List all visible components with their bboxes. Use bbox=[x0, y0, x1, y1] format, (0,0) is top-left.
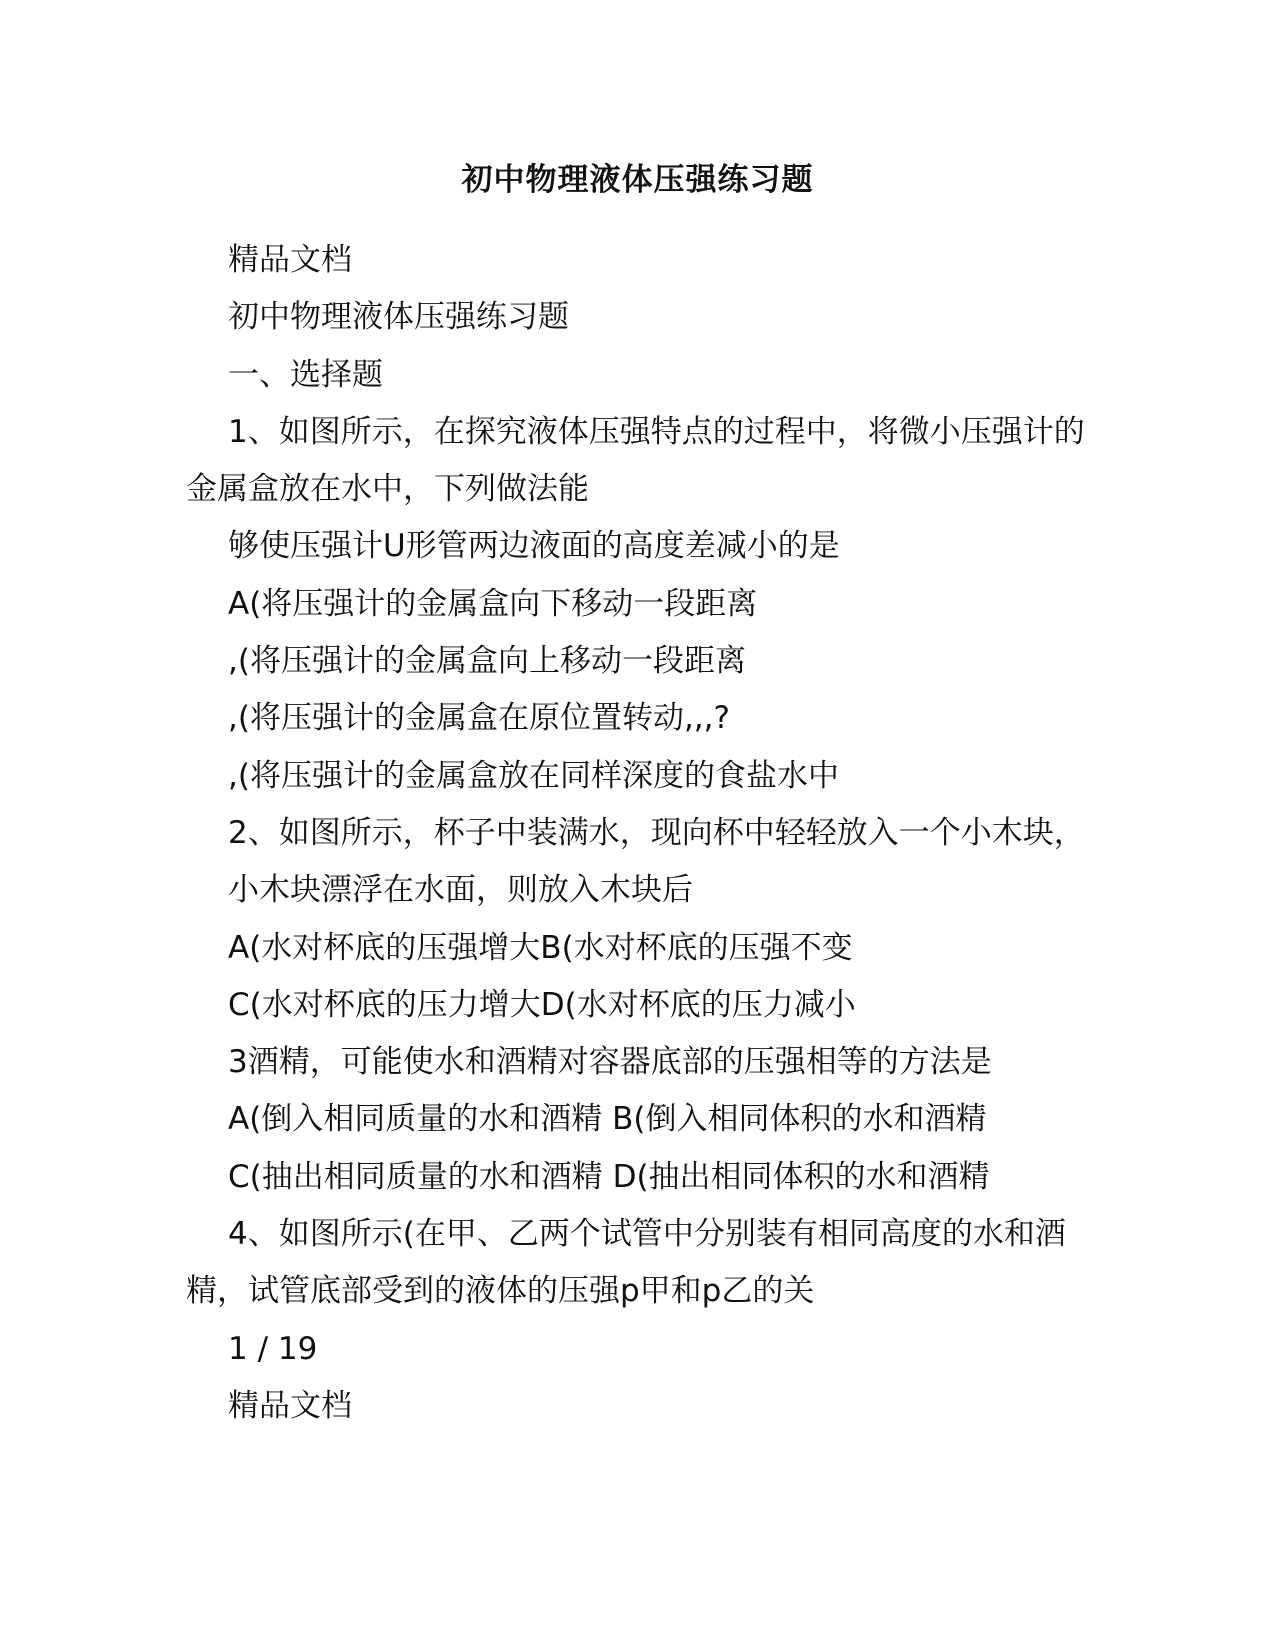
question-3-options-cd: C(抽出相同质量的水和酒精 D(抽出相同体积的水和酒精 bbox=[228, 1158, 990, 1195]
question-1-option-d: ,(将压强计的金属盒放在同样深度的食盐水中 bbox=[228, 757, 839, 794]
document-title: 初中物理液体压强练习题 bbox=[461, 162, 814, 198]
question-3-text: 3酒精，可能使水和酒精对容器底部的压强相等的方法是 bbox=[228, 1044, 992, 1081]
section-title: 初中物理液体压强练习题 bbox=[228, 299, 569, 336]
section-heading: 一、选择题 bbox=[228, 356, 383, 393]
header-label: 精品文档 bbox=[228, 242, 352, 278]
question-3-options-ab: A(倒入相同质量的水和酒精 B(倒入相同体积的水和酒精 bbox=[228, 1101, 987, 1138]
question-1-option-b: ,(将压强计的金属盒向上移动一段距离 bbox=[228, 643, 746, 680]
question-2-options-ab: A(水对杯底的压强增大B(水对杯底的压强不变 bbox=[228, 929, 853, 966]
footer-label: 精品文档 bbox=[228, 1387, 352, 1424]
question-1-option-a: A(将压强计的金属盒向下移动一段距离 bbox=[228, 585, 758, 622]
question-2-text-continued: 小木块漂浮在水面，则放入木块后 bbox=[228, 872, 693, 909]
question-2-options-cd: C(水对杯底的压力增大D(水对杯底的压力减小 bbox=[228, 986, 856, 1023]
document-body bbox=[186, 232, 1086, 1435]
question-1-text: 1、如图所示，在探究液体压强特点的过程中，将微小压强计的金属盒放在水中，下列做法能 bbox=[186, 413, 1085, 508]
question-4-text: 4、如图所示(在甲、乙两个试管中分别装有相同高度的水和酒精，试管底部受到的液体的压强p甲和p乙的关 bbox=[186, 1216, 1066, 1310]
page-number: 1 / 19 bbox=[228, 1330, 318, 1367]
question-1-text-continued: 够使压强计U形管两边液面的高度差减小的是 bbox=[228, 528, 840, 565]
question-1-option-c: ,(将压强计的金属盒在原位置转动,,,? bbox=[228, 700, 730, 737]
question-2-text: 2、如图所示，杯子中装满水，现向杯中轻轻放入一个小木块， bbox=[228, 814, 1085, 851]
